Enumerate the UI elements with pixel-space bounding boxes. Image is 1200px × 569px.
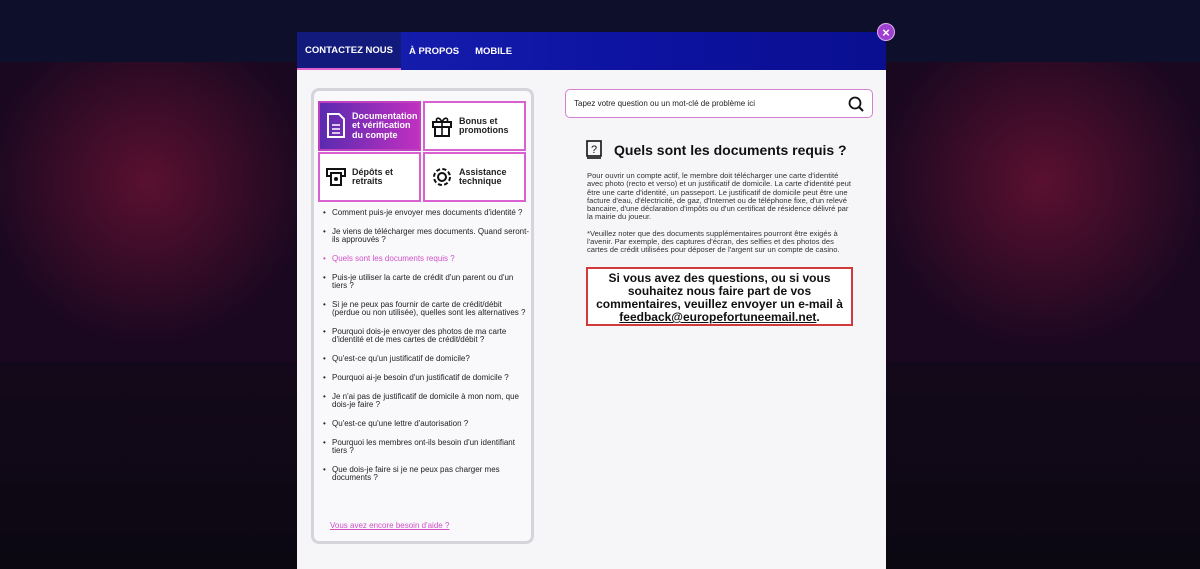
article-body: Pour ouvrir un compte actif, le membre doit télécharger une carte d'identité avec photo (recto et verso) et un justificatif de domicile. La carte d'identité peut être une carte d'identité, un passeport. Le justificatif de domicile peut être une facture d'eau, d'électricité, de gaz, d'Internet ou de téléphone fixe, d'un relevé bancaire, d'une déclaration d'impôts ou d'un certificat de résidence délivré par la mairie du joueur. *Veuillez noter que des documents supplémentaires pourront être exigés à l'avenir. Par exemple, des captures d'écran, des selfies et des photos des cartes de crédit utilisées pour déposer de l'argent sur un compte de casino. bbox=[587, 171, 851, 255]
category-deposits[interactable]: Dépôts et retraits bbox=[318, 152, 421, 202]
search-input[interactable]: Tapez votre question ou un mot-clé de problème ici bbox=[565, 89, 873, 118]
category-documentation[interactable]: Documentation et vérification du compte bbox=[318, 101, 421, 151]
gear-icon bbox=[431, 166, 453, 188]
background-banner-left bbox=[0, 62, 297, 362]
tab-about[interactable]: À PROPOS bbox=[408, 45, 460, 57]
faq-list bbox=[319, 209, 529, 493]
close-icon[interactable]: × bbox=[877, 23, 895, 41]
contact-notice: Si vous avez des questions, ou si vous souhaitez nous faire part de vos commentaires, veuillez envoyer un e-mail à feedback@europefortuneemail.net. bbox=[586, 267, 853, 326]
atm-icon bbox=[326, 167, 346, 187]
faq-item[interactable]: • Qu'est-ce qu'une lettre d'autorisation ? bbox=[319, 420, 529, 428]
gift-icon bbox=[431, 115, 453, 137]
faq-item[interactable]: • Puis-je utiliser la carte de crédit d'un parent ou d'un tiers ? bbox=[319, 274, 529, 290]
help-categories-panel bbox=[311, 88, 534, 544]
search-icon[interactable] bbox=[848, 96, 864, 112]
modal-tabs bbox=[297, 32, 886, 70]
faq-item[interactable]: • Comment puis-je envoyer mes documents d'identité ? bbox=[319, 209, 529, 217]
faq-item[interactable]: • Qu'est-ce qu'un justificatif de domicile? bbox=[319, 355, 529, 363]
faq-item[interactable]: • Pourquoi les membres ont-ils besoin d'un identifiant tiers ? bbox=[319, 439, 529, 455]
faq-item[interactable]: • Pourquoi dois-je envoyer des photos de ma carte d'identité et de mes cartes de crédit/débit ? bbox=[319, 328, 529, 344]
faq-item[interactable]: • Je viens de télécharger mes documents. Quand seront-ils approuvés ? bbox=[319, 228, 529, 244]
faq-item[interactable]: • Que dois-je faire si je ne peux pas charger mes documents ? bbox=[319, 466, 529, 482]
tab-contact[interactable]: CONTACTEZ NOUS bbox=[297, 32, 401, 70]
faq-item[interactable]: • Je n'ai pas de justificatif de domicile à mon nom, que dois-je faire ? bbox=[319, 393, 529, 409]
background-banner-right bbox=[886, 62, 1200, 362]
feedback-email-link[interactable]: feedback@europefortuneemail.net bbox=[619, 310, 817, 324]
more-help-link[interactable]: Vous avez encore besoin d'aide ? bbox=[330, 521, 450, 530]
faq-item[interactable]: • Pourquoi ai-je besoin d'un justificatif de domicile ? bbox=[319, 374, 529, 382]
article-header bbox=[586, 140, 847, 160]
tab-mobile[interactable]: MOBILE bbox=[475, 45, 513, 57]
faq-item-active[interactable]: • Quels sont les documents requis ? bbox=[319, 255, 529, 263]
category-bonus[interactable]: Bonus et promotions bbox=[423, 101, 526, 151]
question-book-icon bbox=[586, 140, 602, 160]
document-icon bbox=[326, 113, 346, 139]
category-tech-support[interactable]: Assistance technique bbox=[423, 152, 526, 202]
faq-item[interactable]: • Si je ne peux pas fournir de carte de crédit/débit (perdue ou non utilisée), quelles sont les alternatives ? bbox=[319, 301, 529, 317]
article-title: Quels sont les documents requis ? bbox=[614, 142, 847, 158]
svg-text:?: ? bbox=[590, 144, 598, 156]
contact-modal bbox=[297, 32, 886, 569]
